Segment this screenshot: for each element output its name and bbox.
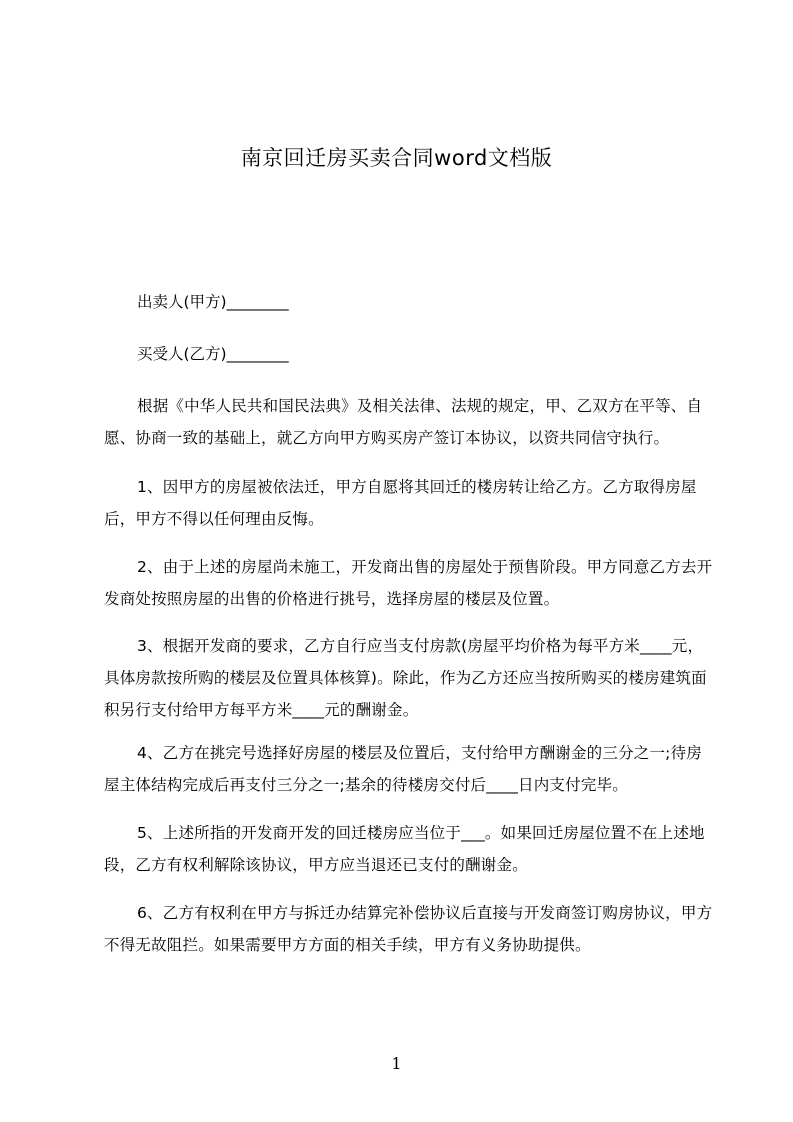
clause-6: 6、乙方有权利在甲方与拆迁办结算完补偿协议后直接与开发商签订购房协议，甲方不得无故阻拦。如果需要甲方方面的相关手续，甲方有义务协助提供。 — [104, 904, 713, 954]
clause-4: 4、乙方在挑完号选择好房屋的楼层及位置后，支付给甲方酬谢金的三分之一;待房屋主体结构完成后再支付三分之一;基余的待楼房交付后____日内支付完毕。 — [104, 744, 702, 794]
intro-paragraph: 根据《中华人民共和国民法典》及相关法律、法规的规定，甲、乙双方在平等、自愿、协商一致的基础上，就乙方向甲方购买房产签订本协议，以资共同信守执行。 — [104, 397, 703, 447]
clause-3: 3、根据开发商的要求，乙方自行应当支付房款(房屋平均价格为每平方米____元，具体房款按所购的楼层及位置具体核算)。除此，作为乙方还应当按所购买的楼房建筑面积另行支付给甲方每平方米____元的酬谢金。 — [104, 637, 707, 719]
document-title: 南京回迁房买卖合同word文档版 — [240, 146, 553, 170]
seller-line: 出卖人(甲方)________ — [137, 293, 289, 311]
page-number: 1 — [391, 1054, 402, 1073]
clause-2: 2、由于上述的房屋尚未施工，开发商出售的房屋处于预售阶段。甲方同意乙方去开发商处按照房屋的出售的价格进行挑号，选择房屋的楼层及位置。 — [104, 558, 713, 608]
clause-5: 5、上述所指的开发商开发的回迁楼房应当位于___。如果回迁房屋位置不在上述地段，乙方有权利解除该协议，甲方应当退还已支付的酬谢金。 — [104, 824, 705, 874]
clause-1: 1、因甲方的房屋被依法迁，甲方自愿将其回迁的楼房转让给乙方。乙方取得房屋后，甲方不得以任何理由反悔。 — [104, 478, 697, 528]
buyer-line: 买受人(乙方)________ — [137, 345, 289, 363]
